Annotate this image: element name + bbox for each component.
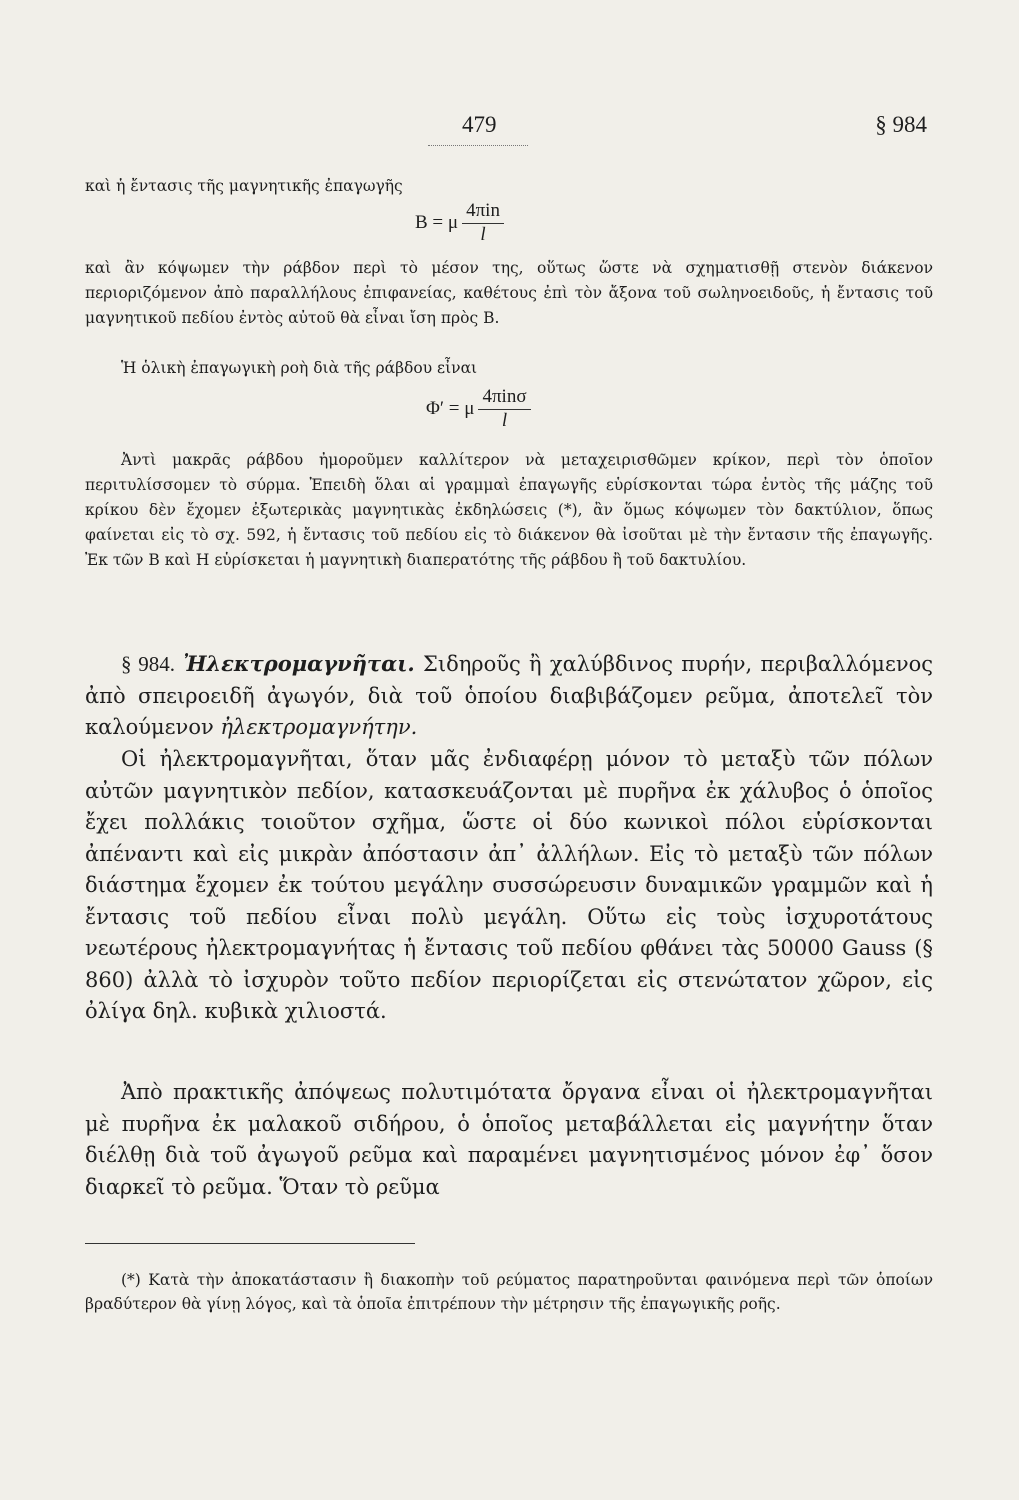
section-intro-text: Σιδηροῦς ἢ χαλύβδινος πυρήν, περιβαλλόμενος ἀπὸ σπειροειδῆ ἀγωγόν, διὰ τοῦ ὁποίου διαβιβάζομεν ρεῦμα, ἀποτελεῖ τὸν καλούμενον [85, 652, 933, 739]
paragraph-cut-rod: καὶ ἂν κόψωμεν τὴν ράβδον περὶ τὸ μέσον της, οὕτως ὥστε νὰ σχηματισθῇ στενὸν διάκενον περιοριζόμενον ἀπὸ παραλλήλους ἐπιφανείας, καθέτους ἐπὶ τὸν ἄξονα τοῦ σωληνοειδοῦς, ἡ ἔντασις τοῦ μαγνητικοῦ πεδίου ἐντὸς αὐτοῦ θὰ εἶναι ἴση πρὸς B. [85, 259, 933, 327]
page-number: 479 [462, 112, 497, 137]
formula-flux [426, 386, 531, 432]
formula-field-intensity [415, 200, 504, 246]
paragraph-electromagnets: Οἱ ἠλεκτρομαγνῆται, ὅταν μᾶς ἐνδιαφέρῃ μόνον τὸ μεταξὺ τῶν πόλων αὐτῶν μαγνητικὸν πεδίον, κατασκευάζονται μὲ πυρῆνα ἐκ χάλυβος ὁ ὁποῖος ἔχει πολλάκις τοιοῦτον σχῆμα, ὥστε οἱ δύο κωνικοὶ πόλοι εὑρίσκονται ἀπέναντι καὶ εἰς μικρὰν ἀπόστασιν ἀπ᾿ ἀλλήλων. Εἰς τὸ μεταξὺ τῶν πόλων διάστημα ἔχομεν ἐκ τούτου μεγάλην συσσώρευσιν δυναμικῶν γραμμῶν καὶ ἡ ἔντασις τοῦ πεδίου εἶναι πολὺ μεγάλη. Οὕτω εἰς τοὺς ἰσχυροτάτους νεωτέρους ἠλεκτρομαγνήτας ἡ ἔντασις τοῦ πεδίου φθάνει τὰς 50000 Gauss (§ 860) ἀλλὰ τὸ ἰσχυρὸν τοῦτο πεδίον περιορίζεται εἰς στενώτατον χῶρον, εἰς ὀλίγα δηλ. κυβικὰ χιλιοστά. [85, 747, 933, 1023]
formula-lhs: B = μ [415, 212, 459, 233]
formula-lhs: Φ′ = μ [426, 398, 475, 419]
intro-paragraph: καὶ ἡ ἔντασις τῆς μαγνητικῆς ἐπαγωγῆς [85, 177, 403, 195]
paragraph-soft-iron: Ἀπὸ πρακτικῆς ἀπόψεως πολυτιμότατα ὄργανα εἶναι οἱ ἠλεκτρομαγνῆται μὲ πυρῆνα ἐκ μαλακοῦ σιδήρου, ὁ ὁποῖος μεταβάλλεται εἰς μαγνήτην ὅταν διέλθῃ διὰ τοῦ ἀγωγοῦ ρεῦμα καὶ παραμένει μαγνητισμένος μόνον ἐφ᾿ ὅσον διαρκεῖ τὸ ρεῦμα. Ὅταν τὸ ρεῦμα [85, 1080, 933, 1199]
section-term: ἠλεκτρομαγνήτην. [220, 715, 418, 739]
header-rule [428, 145, 528, 146]
formula-denominator: l [501, 410, 508, 431]
section-number: § 984. [121, 652, 176, 676]
formula-numerator: 4πin [462, 200, 504, 224]
formula-fraction [462, 200, 504, 246]
paragraph-total-flux: Ἡ ὁλικὴ ἐπαγωγικὴ ροὴ διὰ τῆς ράβδου εἶναι [121, 359, 478, 377]
formula-numerator: 4πinσ [478, 386, 530, 410]
section-heading-paragraph [85, 648, 933, 744]
formula-denominator: l [480, 224, 486, 245]
page-header [0, 112, 1019, 152]
footnote-rule [85, 1243, 415, 1244]
section-reference: § 984 [875, 112, 927, 137]
formula-fraction [478, 386, 530, 432]
footnote: (*) Κατὰ τὴν ἀποκατάστασιν ἢ διακοπὴν τοῦ ρεύματος παρατηροῦνται φαινόμενα περὶ τῶν ὁποίων βραδύτερον θὰ γίνῃ λόγος, καὶ τὰ ὁποῖα ἐπιτρέπουν τὴν μέτρησιν τῆς ἐπαγωγικῆς ροῆς. [85, 1271, 933, 1313]
paragraph-ring: Ἀντὶ μακρᾶς ράβδου ἠμοροῦμεν καλλίτερον νὰ μεταχειρισθῶμεν κρίκον, περὶ τὸν ὁποῖον περιτυλίσσομεν τὸ σύρμα. Ἐπειδὴ ὅλαι αἱ γραμμαὶ ἐπαγωγῆς εὑρίσκονται τώρα ἐντὸς τῆς μάζης τοῦ κρίκου δὲν ἔχομεν ἐξωτερικὰς μαγνητικὰς ἐκδηλώσεις (*), ἂν ὅμως κόψωμεν τὸν δακτύλιον, ὅπως φαίνεται εἰς τὸ σχ. 592, ἡ ἔντασις τοῦ πεδίου εἰς τὸ διάκενον θὰ ἰσοῦται μὲ τὴν ἔντασιν τῆς ἐπαγωγῆς. Ἐκ τῶν B καὶ H εὑρίσκεται ἡ μαγνητικὴ διαπερατότης τῆς ράβδου ἢ τοῦ δακτυλίου. [85, 451, 933, 569]
section-title: Ἠλεκτρομαγνῆται. [183, 651, 415, 676]
